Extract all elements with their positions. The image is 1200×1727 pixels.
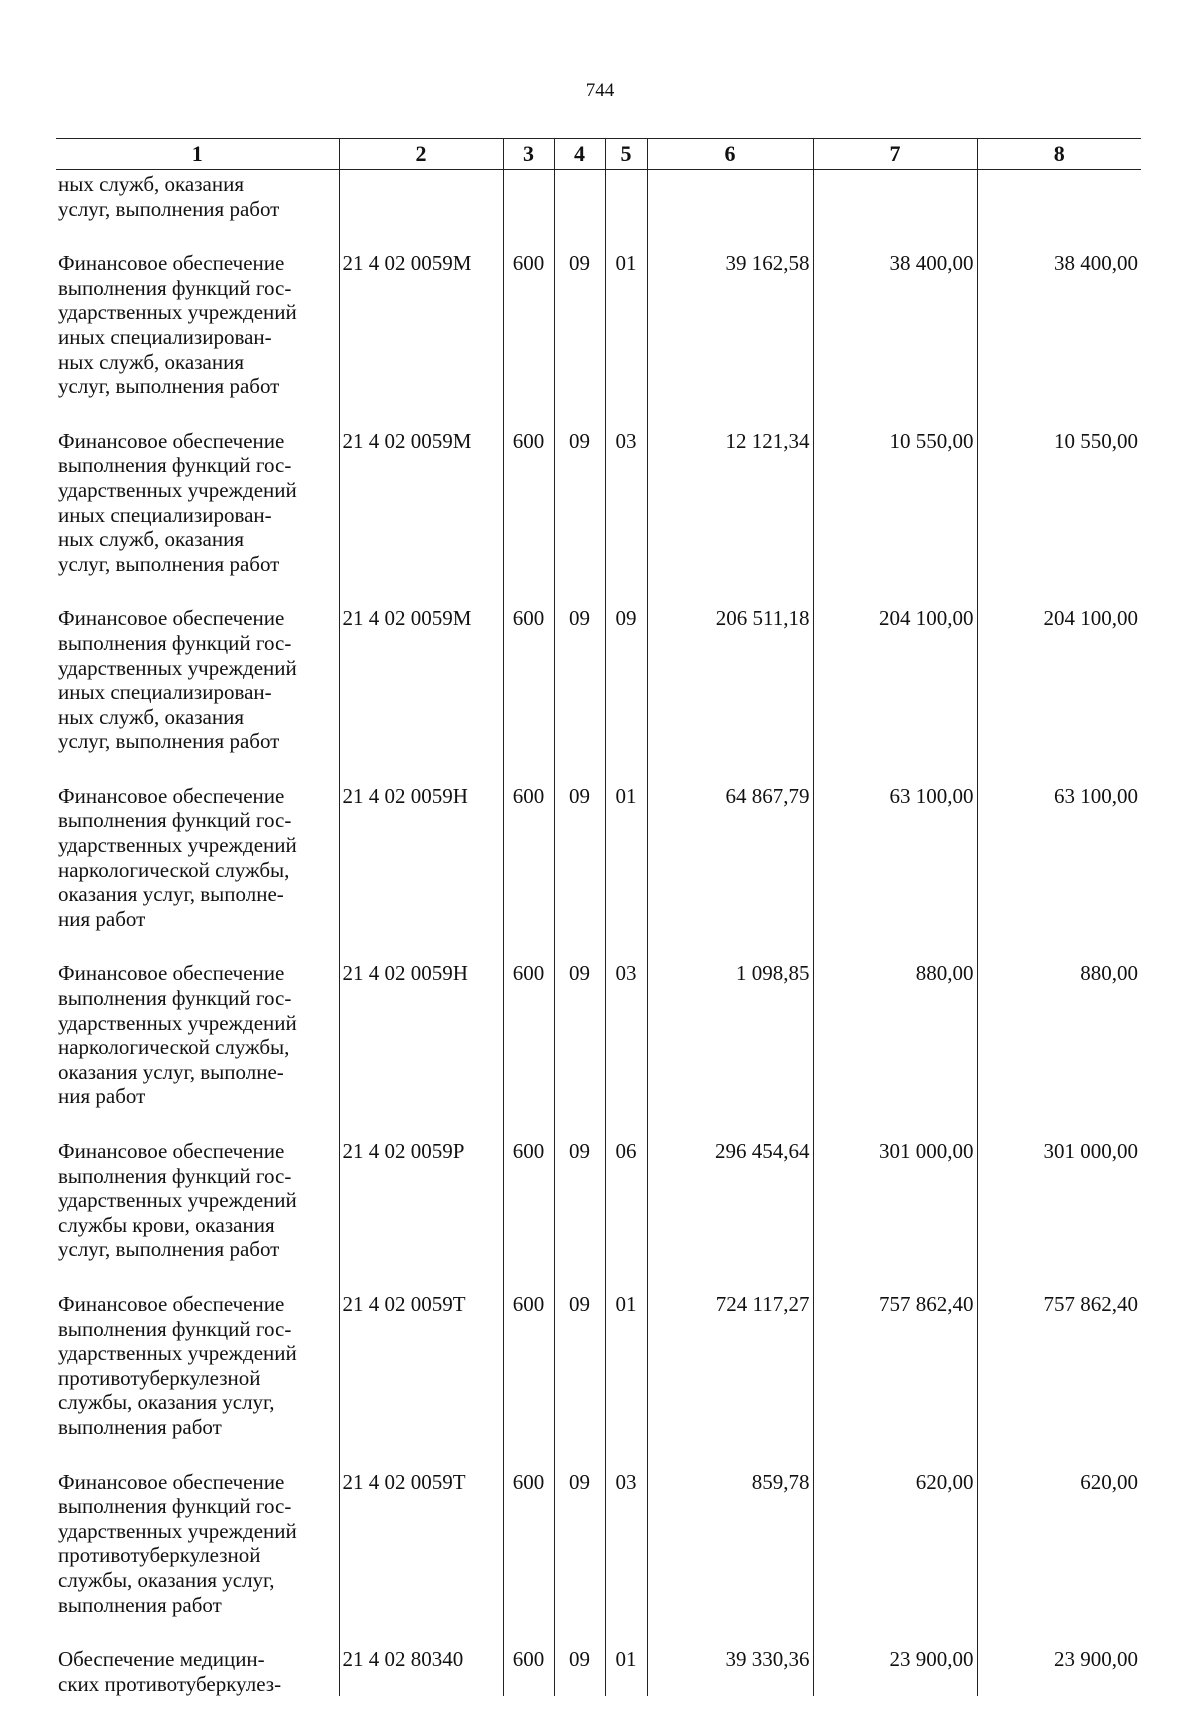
row-amount-col6: 1 098,85 <box>647 947 813 1125</box>
row-amount-col6: 724 117,27 <box>647 1278 813 1456</box>
row-subsection <box>605 170 647 238</box>
row-expense-type: 600 <box>503 237 554 415</box>
row-description: Обеспечение медицин- ских противотуберкулез- <box>58 1647 282 1696</box>
row-amount-col8: 204 100,00 <box>977 592 1141 770</box>
budget-table-wrapper <box>56 138 1141 1696</box>
row-amount-col6: 206 511,18 <box>647 592 813 770</box>
table-row <box>56 1633 1141 1696</box>
row-expense-type: 600 <box>503 592 554 770</box>
row-section: 09 <box>554 237 605 415</box>
row-description: Финансовое обеспечение выполнения функций гос- ударственных учреждений противотуберкулезной службы, оказания услуг, выполнения работ <box>58 1469 297 1617</box>
row-description: Финансовое обеспечение выполнения функций гос- ударственных учреждений иных специализирован- ных служб, оказания услуг, выполнения работ <box>58 251 297 399</box>
table-row <box>56 770 1141 948</box>
row-subsection: 03 <box>605 415 647 593</box>
table-body <box>56 170 1141 1697</box>
table-header-row <box>56 139 1141 170</box>
row-amount-col6 <box>647 170 813 238</box>
row-description: Финансовое обеспечение выполнения функций гос- ударственных учреждений иных специализирован- ных служб, оказания услуг, выполнения работ <box>58 428 297 576</box>
budget-table <box>56 138 1141 1696</box>
table-row <box>56 415 1141 593</box>
row-amount-col7: 757 862,40 <box>813 1278 977 1456</box>
row-section: 09 <box>554 947 605 1125</box>
row-amount-col7: 620,00 <box>813 1456 977 1634</box>
row-amount-col7: 204 100,00 <box>813 592 977 770</box>
row-subsection: 01 <box>605 770 647 948</box>
row-target-article-code: 21 4 02 0059M <box>339 415 503 593</box>
table-row <box>56 1456 1141 1634</box>
column-header-7: 7 <box>813 139 977 170</box>
row-amount-col8: 63 100,00 <box>977 770 1141 948</box>
row-amount-col7 <box>813 170 977 238</box>
row-description: Финансовое обеспечение выполнения функций гос- ударственных учреждений противотуберкулезной службы, оказания услуг, выполнения работ <box>58 1291 297 1439</box>
row-target-article-code: 21 4 02 0059H <box>339 770 503 948</box>
row-amount-col8: 38 400,00 <box>977 237 1141 415</box>
row-subsection: 01 <box>605 1633 647 1696</box>
row-subsection: 06 <box>605 1125 647 1278</box>
row-amount-col6: 859,78 <box>647 1456 813 1634</box>
column-header-5: 5 <box>605 139 647 170</box>
row-section: 09 <box>554 1278 605 1456</box>
table-row <box>56 1125 1141 1278</box>
row-target-article-code: 21 4 02 0059T <box>339 1278 503 1456</box>
row-expense-type: 600 <box>503 1125 554 1278</box>
row-target-article-code: 21 4 02 80340 <box>339 1633 503 1696</box>
row-expense-type: 600 <box>503 1633 554 1696</box>
row-expense-type: 600 <box>503 1278 554 1456</box>
row-amount-col8: 620,00 <box>977 1456 1141 1634</box>
row-amount-col8 <box>977 170 1141 238</box>
column-header-2: 2 <box>339 139 503 170</box>
row-target-article-code: 21 4 02 0059P <box>339 1125 503 1278</box>
row-amount-col7: 23 900,00 <box>813 1633 977 1696</box>
row-amount-col8: 23 900,00 <box>977 1633 1141 1696</box>
row-amount-col8: 301 000,00 <box>977 1125 1141 1278</box>
row-section: 09 <box>554 415 605 593</box>
row-amount-col6: 39 330,36 <box>647 1633 813 1696</box>
table-row <box>56 170 1141 238</box>
row-amount-col8: 10 550,00 <box>977 415 1141 593</box>
column-header-1: 1 <box>56 139 339 170</box>
page-number: 744 <box>585 80 615 101</box>
column-header-4: 4 <box>554 139 605 170</box>
column-header-8: 8 <box>977 139 1141 170</box>
row-amount-col7: 63 100,00 <box>813 770 977 948</box>
row-amount-col7: 301 000,00 <box>813 1125 977 1278</box>
row-amount-col6: 296 454,64 <box>647 1125 813 1278</box>
row-subsection: 09 <box>605 592 647 770</box>
row-subsection: 03 <box>605 1456 647 1634</box>
table-row <box>56 592 1141 770</box>
row-subsection: 03 <box>605 947 647 1125</box>
row-description: Финансовое обеспечение выполнения функций гос- ударственных учреждений службы крови, оказания услуг, выполнения работ <box>58 1139 297 1262</box>
row-amount-col6: 12 121,34 <box>647 415 813 593</box>
row-amount-col6: 39 162,58 <box>647 237 813 415</box>
row-expense-type <box>503 170 554 238</box>
row-section: 09 <box>554 592 605 770</box>
column-header-3: 3 <box>503 139 554 170</box>
row-amount-col8: 880,00 <box>977 947 1141 1125</box>
table-row <box>56 947 1141 1125</box>
table-row <box>56 237 1141 415</box>
row-target-article-code: 21 4 02 0059M <box>339 592 503 770</box>
row-subsection: 01 <box>605 237 647 415</box>
table-row <box>56 1278 1141 1456</box>
row-target-article-code <box>339 170 503 238</box>
row-target-article-code: 21 4 02 0059T <box>339 1456 503 1634</box>
row-expense-type: 600 <box>503 1456 554 1634</box>
row-section: 09 <box>554 770 605 948</box>
row-amount-col7: 38 400,00 <box>813 237 977 415</box>
row-amount-col6: 64 867,79 <box>647 770 813 948</box>
row-section: 09 <box>554 1633 605 1696</box>
row-section: 09 <box>554 1456 605 1634</box>
row-expense-type: 600 <box>503 415 554 593</box>
row-target-article-code: 21 4 02 0059H <box>339 947 503 1125</box>
row-expense-type: 600 <box>503 947 554 1125</box>
column-header-6: 6 <box>647 139 813 170</box>
row-amount-col7: 880,00 <box>813 947 977 1125</box>
row-amount-col7: 10 550,00 <box>813 415 977 593</box>
row-expense-type: 600 <box>503 770 554 948</box>
row-description: ных служб, оказания услуг, выполнения работ <box>58 172 280 221</box>
row-target-article-code: 21 4 02 0059M <box>339 237 503 415</box>
row-section: 09 <box>554 1125 605 1278</box>
row-subsection: 01 <box>605 1278 647 1456</box>
row-section <box>554 170 605 238</box>
row-description: Финансовое обеспечение выполнения функций гос- ударственных учреждений иных специализирован- ных служб, оказания услуг, выполнения работ <box>58 606 297 754</box>
row-amount-col8: 757 862,40 <box>977 1278 1141 1456</box>
row-description: Финансовое обеспечение выполнения функций гос- ударственных учреждений наркологической службы, оказания услуг, выполне- ния работ <box>58 783 297 931</box>
row-description: Финансовое обеспечение выполнения функций гос- ударственных учреждений наркологической службы, оказания услуг, выполне- ния работ <box>58 961 297 1109</box>
